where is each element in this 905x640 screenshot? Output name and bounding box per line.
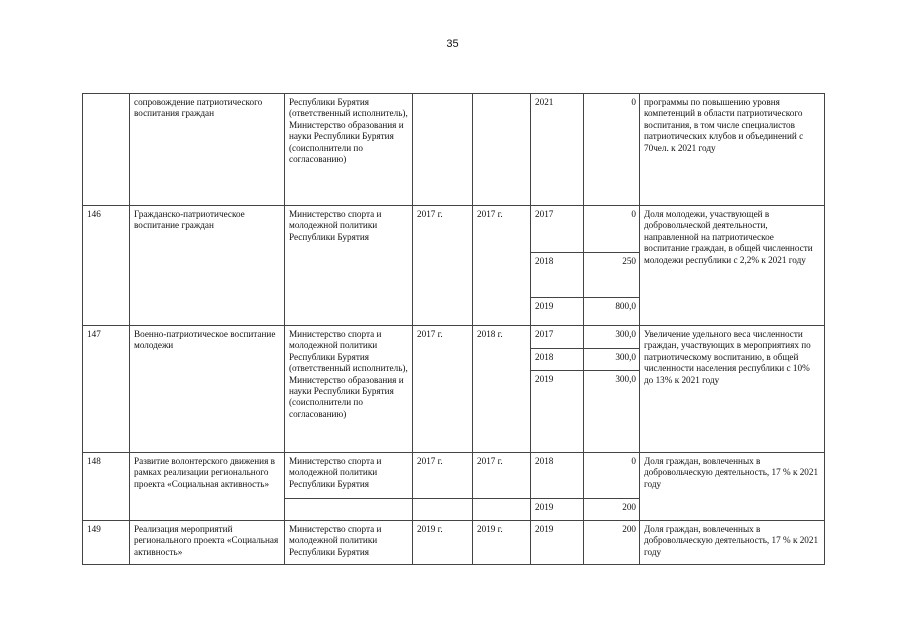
executor: Министерство спорта и молодежной политики Республики Бурятия	[285, 521, 413, 565]
target-indicator: Доля молодежи, участвующей в добровольческой деятельности, направленной на патриотическое воспитание граждан, в общей численности молодежи республики с 2,2% к 2021 году	[640, 206, 825, 326]
funding-amount: 300,0	[584, 349, 640, 371]
table-row	[83, 521, 825, 565]
start-date: 2017 г.	[413, 206, 473, 326]
funding-amount: 300,0	[584, 326, 640, 349]
end-date	[473, 94, 531, 206]
row-number: 147	[83, 326, 130, 453]
table-row	[83, 206, 825, 253]
table-row	[83, 94, 825, 206]
target-indicator: Доля граждан, вовлеченных в добровольческую деятельность, 17 % к 2021 году	[640, 521, 825, 565]
start-date: 2019 г.	[413, 521, 473, 565]
funding-amount: 300,0	[584, 371, 640, 453]
executor: Министерство спорта и молодежной политики Республики Бурятия	[285, 206, 413, 326]
funding-amount: 800,0	[584, 298, 640, 326]
funding-amount: 0	[584, 94, 640, 206]
funding-amount: 200	[584, 499, 640, 521]
page-number: 35	[446, 38, 459, 50]
funding-year: 2019	[531, 298, 584, 326]
funding-year: 2021	[531, 94, 584, 206]
funding-amount: 0	[584, 206, 640, 253]
row-number	[83, 94, 130, 206]
table-row	[83, 326, 825, 349]
funding-year: 2019	[531, 499, 584, 521]
funding-amount: 250	[584, 253, 640, 298]
end-date: 2018 г.	[473, 326, 531, 453]
target-indicator: Увеличение удельного веса численности граждан, участвующих в мероприятиях по патриотическому воспитанию, в общей численности населения республики с 10% до 13% к 2021 году	[640, 326, 825, 453]
funding-year: 2019	[531, 521, 584, 565]
row-number: 146	[83, 206, 130, 326]
end-date: 2017 г.	[473, 453, 531, 499]
row-number: 148	[83, 453, 130, 521]
activity-name: сопровождение патриотического воспитания граждан	[130, 94, 285, 206]
funding-year: 2017	[531, 326, 584, 349]
empty-cell	[473, 499, 531, 521]
activity-name: Военно-патриотическое воспитание молодежи	[130, 326, 285, 453]
empty-cell	[285, 499, 413, 521]
executor: Министерство спорта и молодежной политики Республики Бурятия (ответственный исполнитель), Министерство образования и науки Республики Бурятия (соисполнители по согласованию)	[285, 326, 413, 453]
executor: Республики Бурятия (ответственный исполнитель), Министерство образования и науки Республики Бурятия (соисполнители по согласованию)	[285, 94, 413, 206]
activity-name: Гражданско-патриотическое воспитание граждан	[130, 206, 285, 326]
start-date: 2017 г.	[413, 326, 473, 453]
funding-year: 2018	[531, 453, 584, 499]
funding-year: 2018	[531, 349, 584, 371]
activity-name: Развитие волонтерского движения в рамках реализации регионального проекта «Социальная активность»	[130, 453, 285, 521]
executor: Министерство спорта и молодежной политики Республики Бурятия	[285, 453, 413, 499]
table-row	[83, 453, 825, 499]
empty-cell	[413, 499, 473, 521]
start-date	[413, 94, 473, 206]
funding-year: 2018	[531, 253, 584, 298]
row-number: 149	[83, 521, 130, 565]
funding-year: 2019	[531, 371, 584, 453]
funding-amount: 200	[584, 521, 640, 565]
funding-amount: 0	[584, 453, 640, 499]
end-date: 2017 г.	[473, 206, 531, 326]
target-indicator: Доля граждан, вовлеченных в добровольческую деятельность, 17 % к 2021 году	[640, 453, 825, 521]
target-indicator: программы по повышению уровня компетенций в области патриотического воспитания, в том числе специалистов патриотических клубов и объединений с 70чел. к 2021 году	[640, 94, 825, 206]
program-activities-table	[82, 93, 825, 565]
funding-year: 2017	[531, 206, 584, 253]
end-date: 2019 г.	[473, 521, 531, 565]
activity-name: Реализация мероприятий регионального проекта «Социальная активность»	[130, 521, 285, 565]
start-date: 2017 г.	[413, 453, 473, 499]
